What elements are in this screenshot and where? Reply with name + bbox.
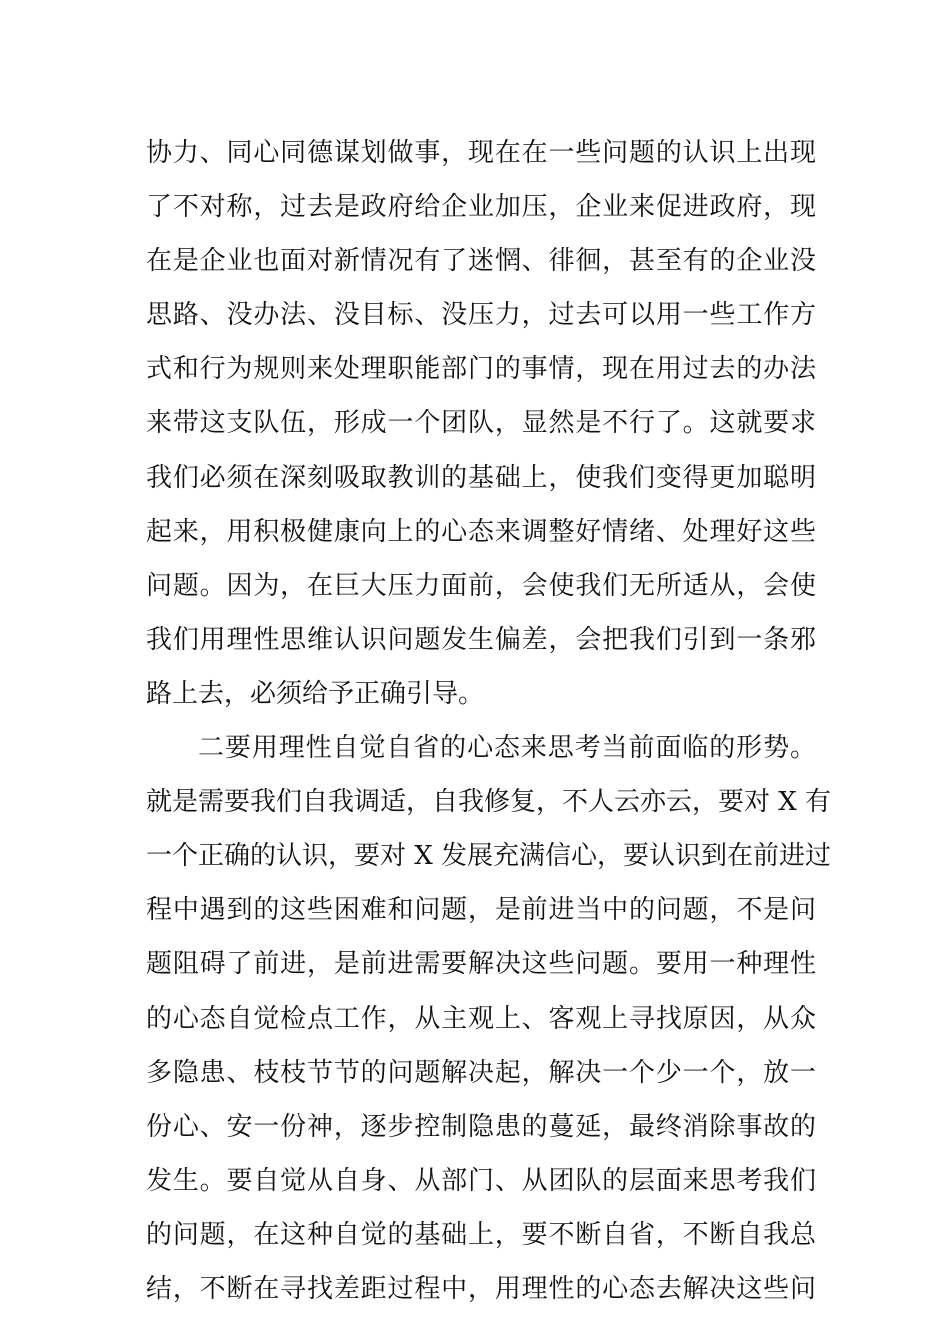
text-line: 我们必须在深刻吸取教训的基础上，使我们变得更加聪明 [146,462,816,493]
paragraph-end-line: 路上去，必须给予正确引导。 [146,678,485,709]
text-line: 一个正确的认识，要对 X 发展充满信心，要认识到在前进过 [146,841,832,872]
text-line: 的问题，在这种自觉的基础上，要不断自省，不断自我总 [146,1219,816,1250]
body-text [146,126,832,1316]
text-line: 多隐患、枝枝节节的问题解决起，解决一个少一个，放一 [146,1057,816,1088]
text-line: 问题。因为，在巨大压力面前，会使我们无所适从，会使 [146,570,816,601]
text-line: 起来，用积极健康向上的心态来调整好情绪、处理好这些 [146,516,816,547]
text-line: 份心、安一份神，逐步控制隐患的蔓延，最终消除事故的 [146,1111,816,1142]
text-line: 式和行为规则来处理职能部门的事情，现在用过去的办法 [146,354,816,385]
text-line: 来带这支队伍，形成一个团队，显然是不行了。这就要求 [146,408,816,439]
paragraph-heading-line: 二要用理性自觉自省的心态来思考当前面临的形势。 [198,733,816,764]
text-line: 就是需要我们自我调适，自我修复，不人云亦云，要对 X 有 [146,787,832,818]
text-line: 在是企业也面对新情况有了迷惘、徘徊，甚至有的企业没 [146,246,816,277]
text-line: 的心态自觉检点工作，从主观上、客观上寻找原因，从众 [146,1003,816,1034]
text-line: 程中遇到的这些困难和问题，是前进当中的问题，不是问 [146,895,816,926]
text-line: 了不对称，过去是政府给企业加压，企业来促进政府，现 [146,192,816,223]
text-line: 协力、同心同德谋划做事，现在在一些问题的认识上出现 [146,138,816,168]
text-line: 我们用理性思维认识问题发生偏差，会把我们引到一条邪 [146,624,816,655]
text-line: 结，不断在寻找差距过程中，用理性的心态去解决这些问 [146,1273,816,1304]
text-line: 发生。要自觉从自身、从部门、从团队的层面来思考我们 [146,1165,816,1196]
text-line: 题阻碍了前进，是前进需要解决这些问题。要用一种理性 [146,949,816,980]
text-line: 思路、没办法、没目标、没压力，过去可以用一些工作方 [146,300,816,331]
